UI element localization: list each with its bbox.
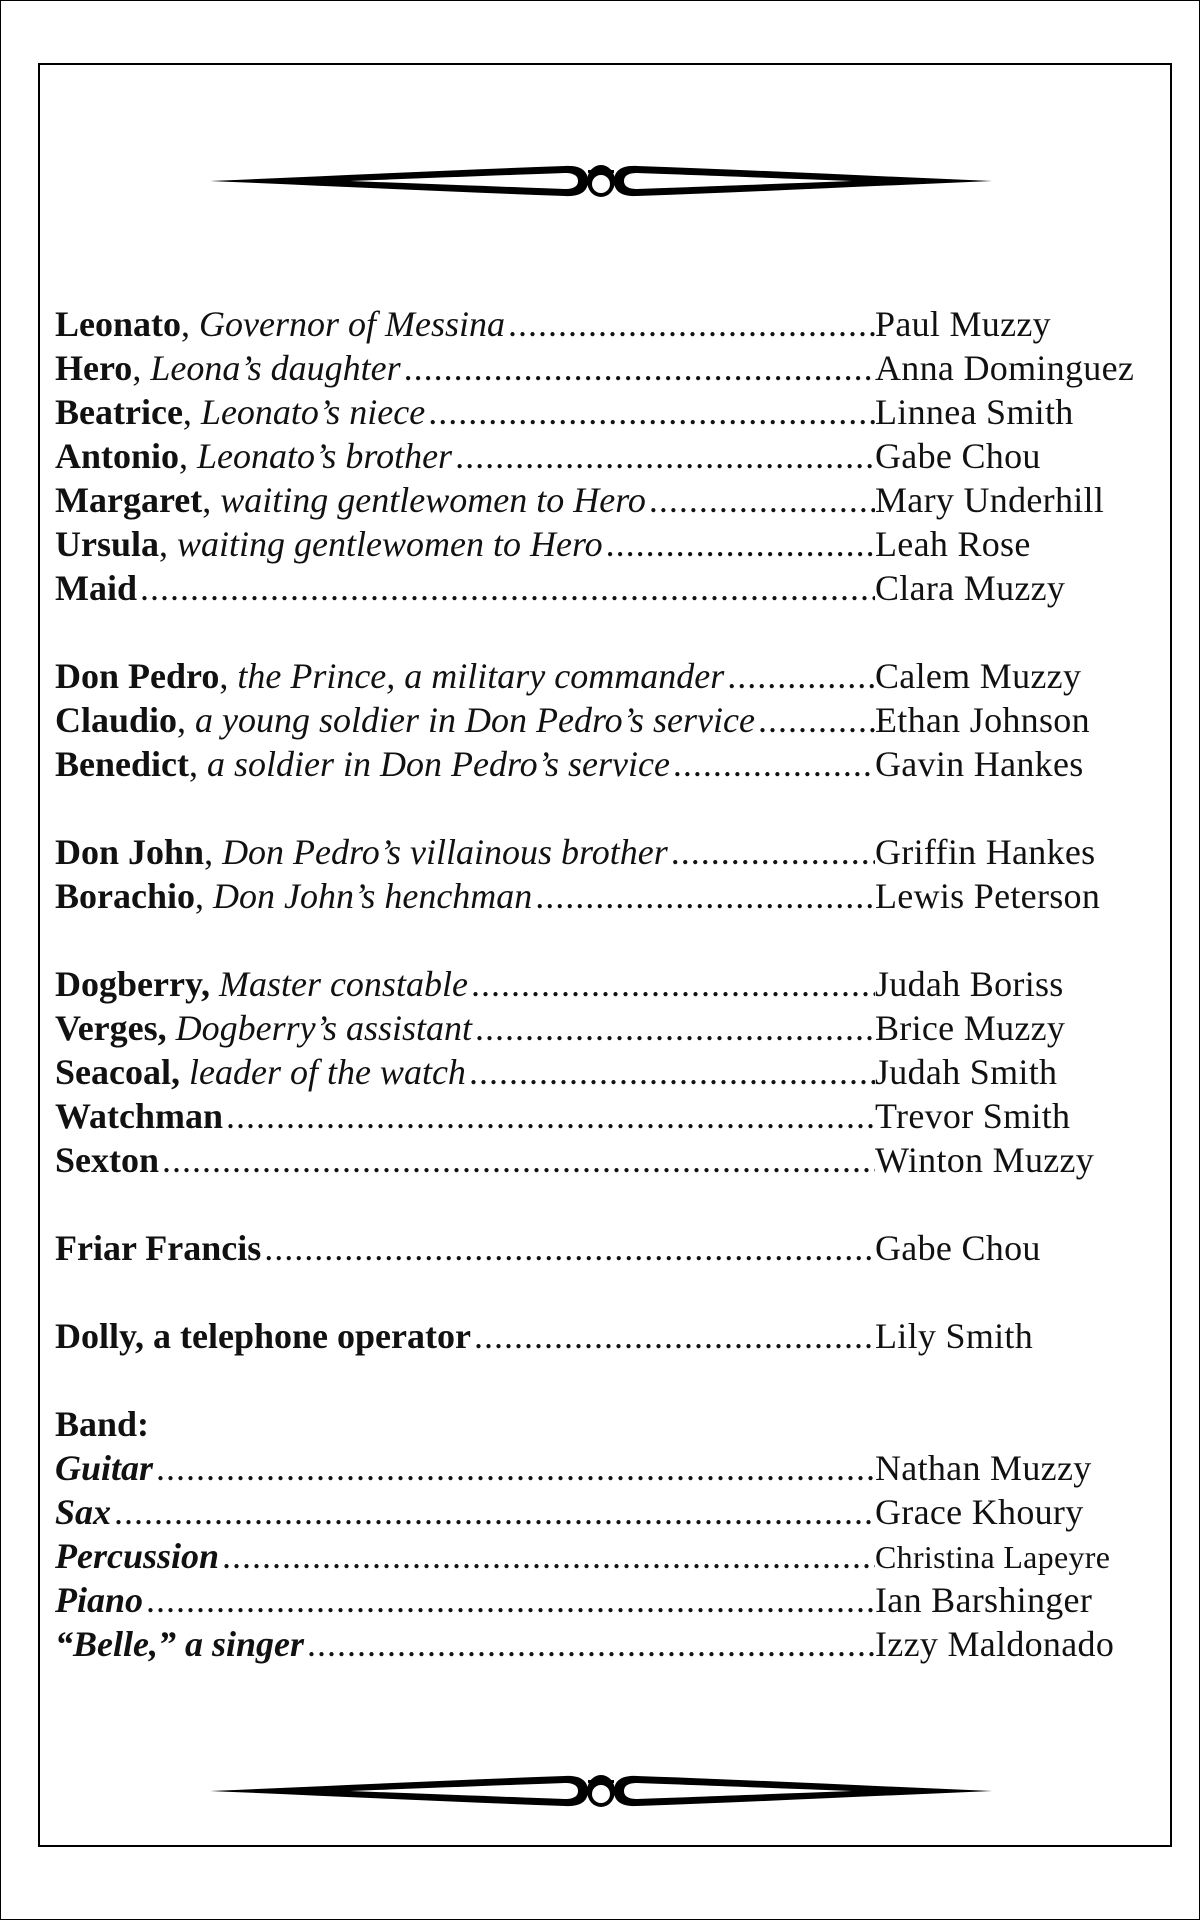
dot-leader [649, 478, 875, 522]
dot-leader [156, 1446, 875, 1490]
separator: , [132, 348, 151, 388]
separator: , [177, 700, 196, 740]
cast-role [55, 346, 875, 390]
dot-leader [307, 1622, 875, 1666]
character-description: waiting gentlewomen to Hero [177, 524, 603, 564]
role-text [55, 874, 532, 918]
character-name: Leonato [55, 304, 181, 344]
actor-name: Calem Muzzy [875, 656, 1082, 696]
role-text [55, 1534, 219, 1578]
dot-leader [727, 654, 875, 698]
instrument-name: Sax [55, 1492, 112, 1532]
role-text [55, 478, 646, 522]
band-heading: Band: [55, 1404, 150, 1444]
role-text [55, 1138, 159, 1182]
cast-row [55, 390, 1165, 434]
role-text [55, 1490, 111, 1534]
role-text [55, 1006, 472, 1050]
dot-leader [474, 1314, 875, 1358]
separator: , [179, 436, 198, 476]
separator: , [182, 392, 201, 432]
role-text [55, 1094, 223, 1138]
cast-role [55, 1050, 875, 1094]
actor-name: Mary Underhill [875, 480, 1105, 520]
dot-leader [264, 1226, 875, 1270]
dot-leader [404, 346, 875, 390]
separator: , [181, 304, 199, 344]
actor-name: Judah Smith [875, 1052, 1058, 1092]
cast-row [55, 698, 1165, 742]
character-description: the Prince, a military commander [237, 656, 725, 696]
character-name: Don John [55, 832, 205, 872]
character-name: Claudio [55, 700, 178, 740]
role-text [55, 302, 505, 346]
actor-name: Ethan Johnson [875, 700, 1090, 740]
cast-row [55, 434, 1165, 478]
actor-name: Clara Muzzy [875, 568, 1066, 608]
cast-role [55, 522, 875, 566]
band-role [55, 1578, 875, 1622]
actor-name: Lily Smith [875, 1316, 1034, 1356]
actor-name: Linnea Smith [875, 392, 1074, 432]
cast-role [55, 1138, 875, 1182]
role-text [55, 1050, 466, 1094]
character-name: Don Pedro [55, 656, 220, 696]
character-description: Leona’s daughter [150, 348, 401, 388]
cast-role [55, 390, 875, 434]
character-description: Dogberry’s assistant [175, 1008, 473, 1048]
role-text [55, 434, 452, 478]
cast-list [55, 302, 1165, 1666]
instrument-name: “Belle,” a singer [55, 1624, 304, 1664]
cast-role [55, 962, 875, 1006]
cast-role [55, 1006, 875, 1050]
cast-row [55, 522, 1165, 566]
actor-name: Gabe Chou [875, 436, 1041, 476]
character-name: Ursula [55, 524, 160, 564]
dot-leader [469, 1050, 875, 1094]
character-name: Borachio [55, 876, 195, 916]
actor-name: Leah Rose [875, 524, 1031, 564]
cast-role [55, 742, 875, 786]
cast-row [55, 654, 1165, 698]
character-name: Antonio [55, 436, 180, 476]
character-name: Dogberry, [55, 964, 210, 1004]
cast-row [55, 1138, 1165, 1182]
separator [210, 964, 219, 1004]
dot-leader [535, 874, 875, 918]
role-text [55, 962, 468, 1006]
cast-row [55, 566, 1165, 610]
role-text [55, 1314, 471, 1358]
dot-leader [226, 1094, 875, 1138]
character-description: waiting gentlewomen to Hero [220, 480, 646, 520]
band-role [55, 1446, 875, 1490]
character-name: Watchman [55, 1096, 224, 1136]
cast-row [55, 962, 1165, 1006]
cast-role [55, 302, 875, 346]
role-text [55, 742, 670, 786]
band-role [55, 1490, 875, 1534]
character-description: leader of the watch [188, 1052, 466, 1092]
cast-role [55, 1226, 875, 1270]
cast-role [55, 698, 875, 742]
cast-role [55, 1094, 875, 1138]
actor-name: Anna Dominguez [875, 348, 1135, 388]
role-text [55, 1226, 261, 1270]
dot-leader [671, 830, 875, 874]
role-text [55, 566, 137, 610]
dot-leader [222, 1534, 875, 1578]
character-description: Leonato’s brother [197, 436, 453, 476]
musician-name: Grace Khoury [875, 1492, 1084, 1532]
dot-leader [114, 1490, 875, 1534]
separator: , [195, 876, 213, 916]
band-row [55, 1534, 1165, 1578]
cast-row [55, 874, 1165, 918]
character-description: a young soldier in Don Pedro’s service [195, 700, 755, 740]
separator: , [219, 656, 238, 696]
musician-name: Ian Barshinger [875, 1580, 1093, 1620]
instrument-name: Piano [55, 1580, 144, 1620]
cast-role [55, 434, 875, 478]
cast-row [55, 830, 1165, 874]
actor-name: Griffin Hankes [875, 832, 1096, 872]
role-text [55, 390, 425, 434]
actor-name: Paul Muzzy [875, 304, 1051, 344]
musician-name: Nathan Muzzy [875, 1448, 1092, 1488]
character-description: Don John’s henchman [213, 876, 533, 916]
cast-row [55, 478, 1165, 522]
dot-leader [162, 1138, 875, 1182]
separator [167, 1008, 176, 1048]
role-text [55, 830, 668, 874]
dot-leader [428, 390, 875, 434]
character-description: Governor of Messina [199, 304, 505, 344]
band-row [55, 1446, 1165, 1490]
dot-leader [146, 1578, 875, 1622]
role-text [55, 346, 401, 390]
dot-leader [606, 522, 875, 566]
role-text [55, 522, 603, 566]
dot-leader [758, 698, 875, 742]
cast-row [55, 742, 1165, 786]
character-name: Sexton [55, 1140, 160, 1180]
separator: , [159, 524, 178, 564]
actor-name: Trevor Smith [875, 1096, 1071, 1136]
dot-leader [471, 962, 875, 1006]
actor-name: Brice Muzzy [875, 1008, 1066, 1048]
musician-name: Christina Lapeyre [875, 1539, 1111, 1575]
band-row [55, 1490, 1165, 1534]
character-description: Master constable [218, 964, 468, 1004]
separator: , [202, 480, 221, 520]
band-row [55, 1578, 1165, 1622]
dot-leader [455, 434, 875, 478]
cast-row [55, 1314, 1165, 1358]
actor-name: Lewis Peterson [875, 876, 1101, 916]
cast-row [55, 1226, 1165, 1270]
character-name: Beatrice [55, 392, 183, 432]
role-text [55, 698, 755, 742]
character-description: a soldier in Don Pedro’s service [206, 744, 670, 784]
divider-flourish-icon [210, 162, 992, 200]
cast-role [55, 1314, 875, 1358]
band-role [55, 1622, 875, 1666]
dot-leader [508, 302, 875, 346]
dot-leader [673, 742, 875, 786]
character-name: Benedict [55, 744, 189, 784]
actor-name: Judah Boriss [875, 964, 1064, 1004]
character-description: Don Pedro’s villainous brother [222, 832, 668, 872]
role-text [55, 1578, 143, 1622]
cast-row [55, 1050, 1165, 1094]
character-name: Seacoal, [55, 1052, 180, 1092]
character-name: Margaret [55, 480, 203, 520]
dot-leader [475, 1006, 875, 1050]
separator: , [204, 832, 223, 872]
character-name: Maid [55, 568, 138, 608]
separator: , [188, 744, 207, 784]
dot-leader [140, 566, 875, 610]
cast-row [55, 1094, 1165, 1138]
actor-name: Gabe Chou [875, 1228, 1041, 1268]
cast-row [55, 346, 1165, 390]
divider-flourish-icon [210, 1772, 992, 1810]
cast-role [55, 654, 875, 698]
character-description: Leonato’s niece [200, 392, 426, 432]
character-name: Dolly, a telephone operator [55, 1316, 471, 1356]
band-role [55, 1534, 875, 1578]
character-name: Friar Francis [55, 1228, 262, 1268]
instrument-name: Guitar [55, 1448, 154, 1488]
character-name: Verges, [55, 1008, 167, 1048]
cast-row [55, 1006, 1165, 1050]
actor-name: Gavin Hankes [875, 744, 1084, 784]
cast-role [55, 566, 875, 610]
musician-name: Izzy Maldonado [875, 1624, 1115, 1664]
band-row [55, 1622, 1165, 1666]
cast-role [55, 874, 875, 918]
instrument-name: Percussion [55, 1536, 220, 1576]
role-text [55, 1446, 153, 1490]
character-name: Hero [55, 348, 133, 388]
cast-row [55, 302, 1165, 346]
cast-role [55, 478, 875, 522]
role-text [55, 654, 724, 698]
role-text [55, 1622, 304, 1666]
actor-name: Winton Muzzy [875, 1140, 1095, 1180]
cast-role [55, 830, 875, 874]
separator [180, 1052, 189, 1092]
